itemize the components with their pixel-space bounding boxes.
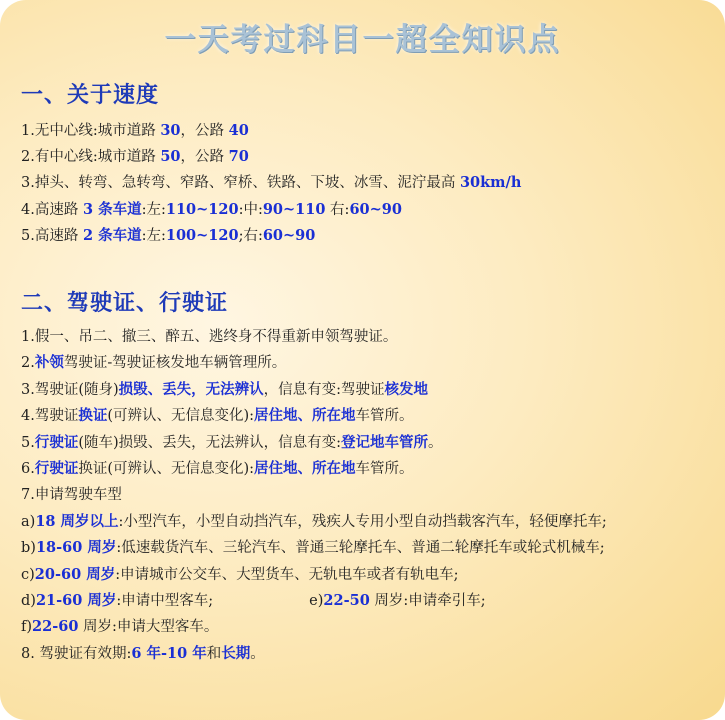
section-heading-speed: 一、关于速度 bbox=[21, 83, 160, 108]
list-item bbox=[21, 325, 397, 349]
line-text: d) bbox=[21, 593, 36, 609]
highlight-text: 100~120 bbox=[165, 226, 239, 244]
line-text: ，公路 bbox=[180, 123, 229, 139]
list-item bbox=[21, 483, 122, 507]
section-heading-license: 二、驾驶证、行驶证 bbox=[21, 291, 229, 316]
line-text: b) bbox=[21, 540, 36, 557]
line-text: 5. bbox=[21, 434, 35, 451]
line-text: 换证(可辨认、无信息变化): bbox=[78, 461, 255, 477]
line-text: a) bbox=[21, 513, 36, 530]
highlight-text: 50 bbox=[160, 148, 181, 166]
line-text: :左: bbox=[141, 227, 166, 244]
line-text: 7.申请驾驶车型 bbox=[21, 487, 122, 504]
line-text: :申请中型客车; bbox=[116, 593, 214, 609]
line-text: 2.有中心线:城市道路 bbox=[21, 149, 161, 166]
highlight-text: 行驶证 bbox=[34, 433, 79, 451]
list-item bbox=[21, 378, 428, 402]
highlight-text: 换证 bbox=[78, 407, 108, 425]
list-item bbox=[21, 510, 607, 534]
highlight-text: 补领 bbox=[34, 354, 64, 372]
highlight-text: 60~90 bbox=[262, 226, 316, 244]
highlight-text: 60~90 bbox=[349, 200, 402, 218]
highlight-text: 长期 bbox=[221, 644, 251, 662]
highlight-text: 登记地车管所 bbox=[341, 433, 429, 451]
line-text: ，公路 bbox=[180, 149, 229, 166]
line-text: 4.高速路 bbox=[21, 201, 83, 218]
highlight-text: 居住地、所在地 bbox=[254, 407, 356, 425]
highlight-text: 18-60 周岁 bbox=[35, 539, 117, 557]
highlight-text: 20-60 周岁 bbox=[34, 565, 116, 583]
list-item bbox=[21, 642, 265, 666]
line-text: 车管所。 bbox=[355, 408, 414, 425]
highlight-text: 核发地 bbox=[384, 380, 429, 398]
highlight-text: 21-60 周岁 bbox=[35, 592, 117, 609]
line-text: :小型汽车，小型自动挡汽车，残疾人专用小型自动挡载客汽车，轻便摩托车; bbox=[118, 513, 607, 530]
highlight-text: 6 年-10 年 bbox=[131, 644, 207, 662]
list-item bbox=[21, 224, 315, 248]
line-text: 4.驾驶证 bbox=[21, 408, 79, 425]
line-text: 和 bbox=[206, 645, 222, 662]
line-text: 8. 驾驶证有效期: bbox=[21, 645, 132, 662]
highlight-text: 40 bbox=[228, 122, 249, 139]
line-text: 。 bbox=[428, 434, 443, 451]
line-text: c) bbox=[21, 566, 35, 583]
line-text: 。 bbox=[250, 645, 265, 662]
line-text: 车管所。 bbox=[355, 461, 414, 477]
line-text: 周岁:申请牵引车; bbox=[369, 593, 486, 609]
highlight-text: 70 bbox=[228, 148, 249, 166]
highlight-text: 3 条车道 bbox=[82, 200, 142, 218]
line-text: (可辨认、无信息变化): bbox=[107, 408, 255, 425]
list-item bbox=[21, 145, 249, 169]
highlight-text: 损毁、丢失，无法辨认 bbox=[118, 380, 264, 398]
list-item bbox=[21, 198, 402, 222]
highlight-text: 居住地、所在地 bbox=[254, 460, 356, 477]
highlight-text: 22-60 bbox=[32, 618, 79, 636]
line-text: 1.无中心线:城市道路 bbox=[21, 123, 161, 139]
line-text: :左: bbox=[141, 201, 166, 218]
list-item bbox=[21, 457, 414, 481]
list-item bbox=[21, 351, 286, 375]
line-text: ;右: bbox=[238, 227, 263, 244]
highlight-text: 90~110 bbox=[262, 200, 326, 218]
line-text: e) bbox=[309, 593, 324, 609]
line-text: 3.驾驶证(随身) bbox=[21, 381, 119, 398]
list-item bbox=[21, 119, 249, 143]
highlight-text: 110~120 bbox=[165, 200, 239, 218]
line-text: 周岁:申请大型客车。 bbox=[78, 619, 219, 636]
line-text: :低速载货汽车、三轮汽车、普通三轮摩托车、普通二轮摩托车或轮式机械车; bbox=[116, 540, 605, 557]
list-item bbox=[21, 589, 486, 613]
highlight-text: 22-50 bbox=[323, 592, 370, 609]
highlight-text: 18 周岁以上 bbox=[35, 512, 119, 530]
line-text: 右: bbox=[325, 201, 350, 218]
list-item bbox=[21, 536, 605, 560]
line-text: :中: bbox=[238, 201, 263, 218]
list-item bbox=[21, 615, 218, 639]
line-text: 6. bbox=[21, 461, 35, 477]
line-text: 3.掉头、转弯、急转弯、窄路、窄桥、铁路、下坡、冰雪、泥泞最高 bbox=[21, 175, 460, 192]
list-item bbox=[21, 404, 414, 428]
line-text: 1.假一、吊二、撤三、醉五、逃终身不得重新申领驾驶证。 bbox=[21, 329, 398, 345]
highlight-text: 2 条车道 bbox=[82, 226, 142, 244]
page-title: 一天考过科目一超全知识点 bbox=[164, 22, 561, 58]
list-item bbox=[21, 431, 443, 455]
line-text: f) bbox=[21, 619, 33, 636]
line-text: 5.高速路 bbox=[21, 227, 83, 244]
list-item bbox=[21, 171, 521, 195]
highlight-text: 行驶证 bbox=[34, 460, 79, 477]
highlight-text: 30km/h bbox=[459, 174, 522, 192]
line-text: 2. bbox=[21, 355, 35, 372]
line-text: 驾驶证-驾驶证核发地车辆管理所。 bbox=[63, 355, 287, 372]
line-text: (随车)损毁、丢失，无法辨认，信息有变: bbox=[78, 434, 342, 451]
line-text: ，信息有变:驾驶证 bbox=[263, 381, 385, 398]
list-item bbox=[21, 563, 459, 587]
line-text: :申请城市公交车、大型货车、无轨电车或者有轨电车; bbox=[115, 566, 459, 583]
highlight-text: 30 bbox=[160, 122, 181, 139]
